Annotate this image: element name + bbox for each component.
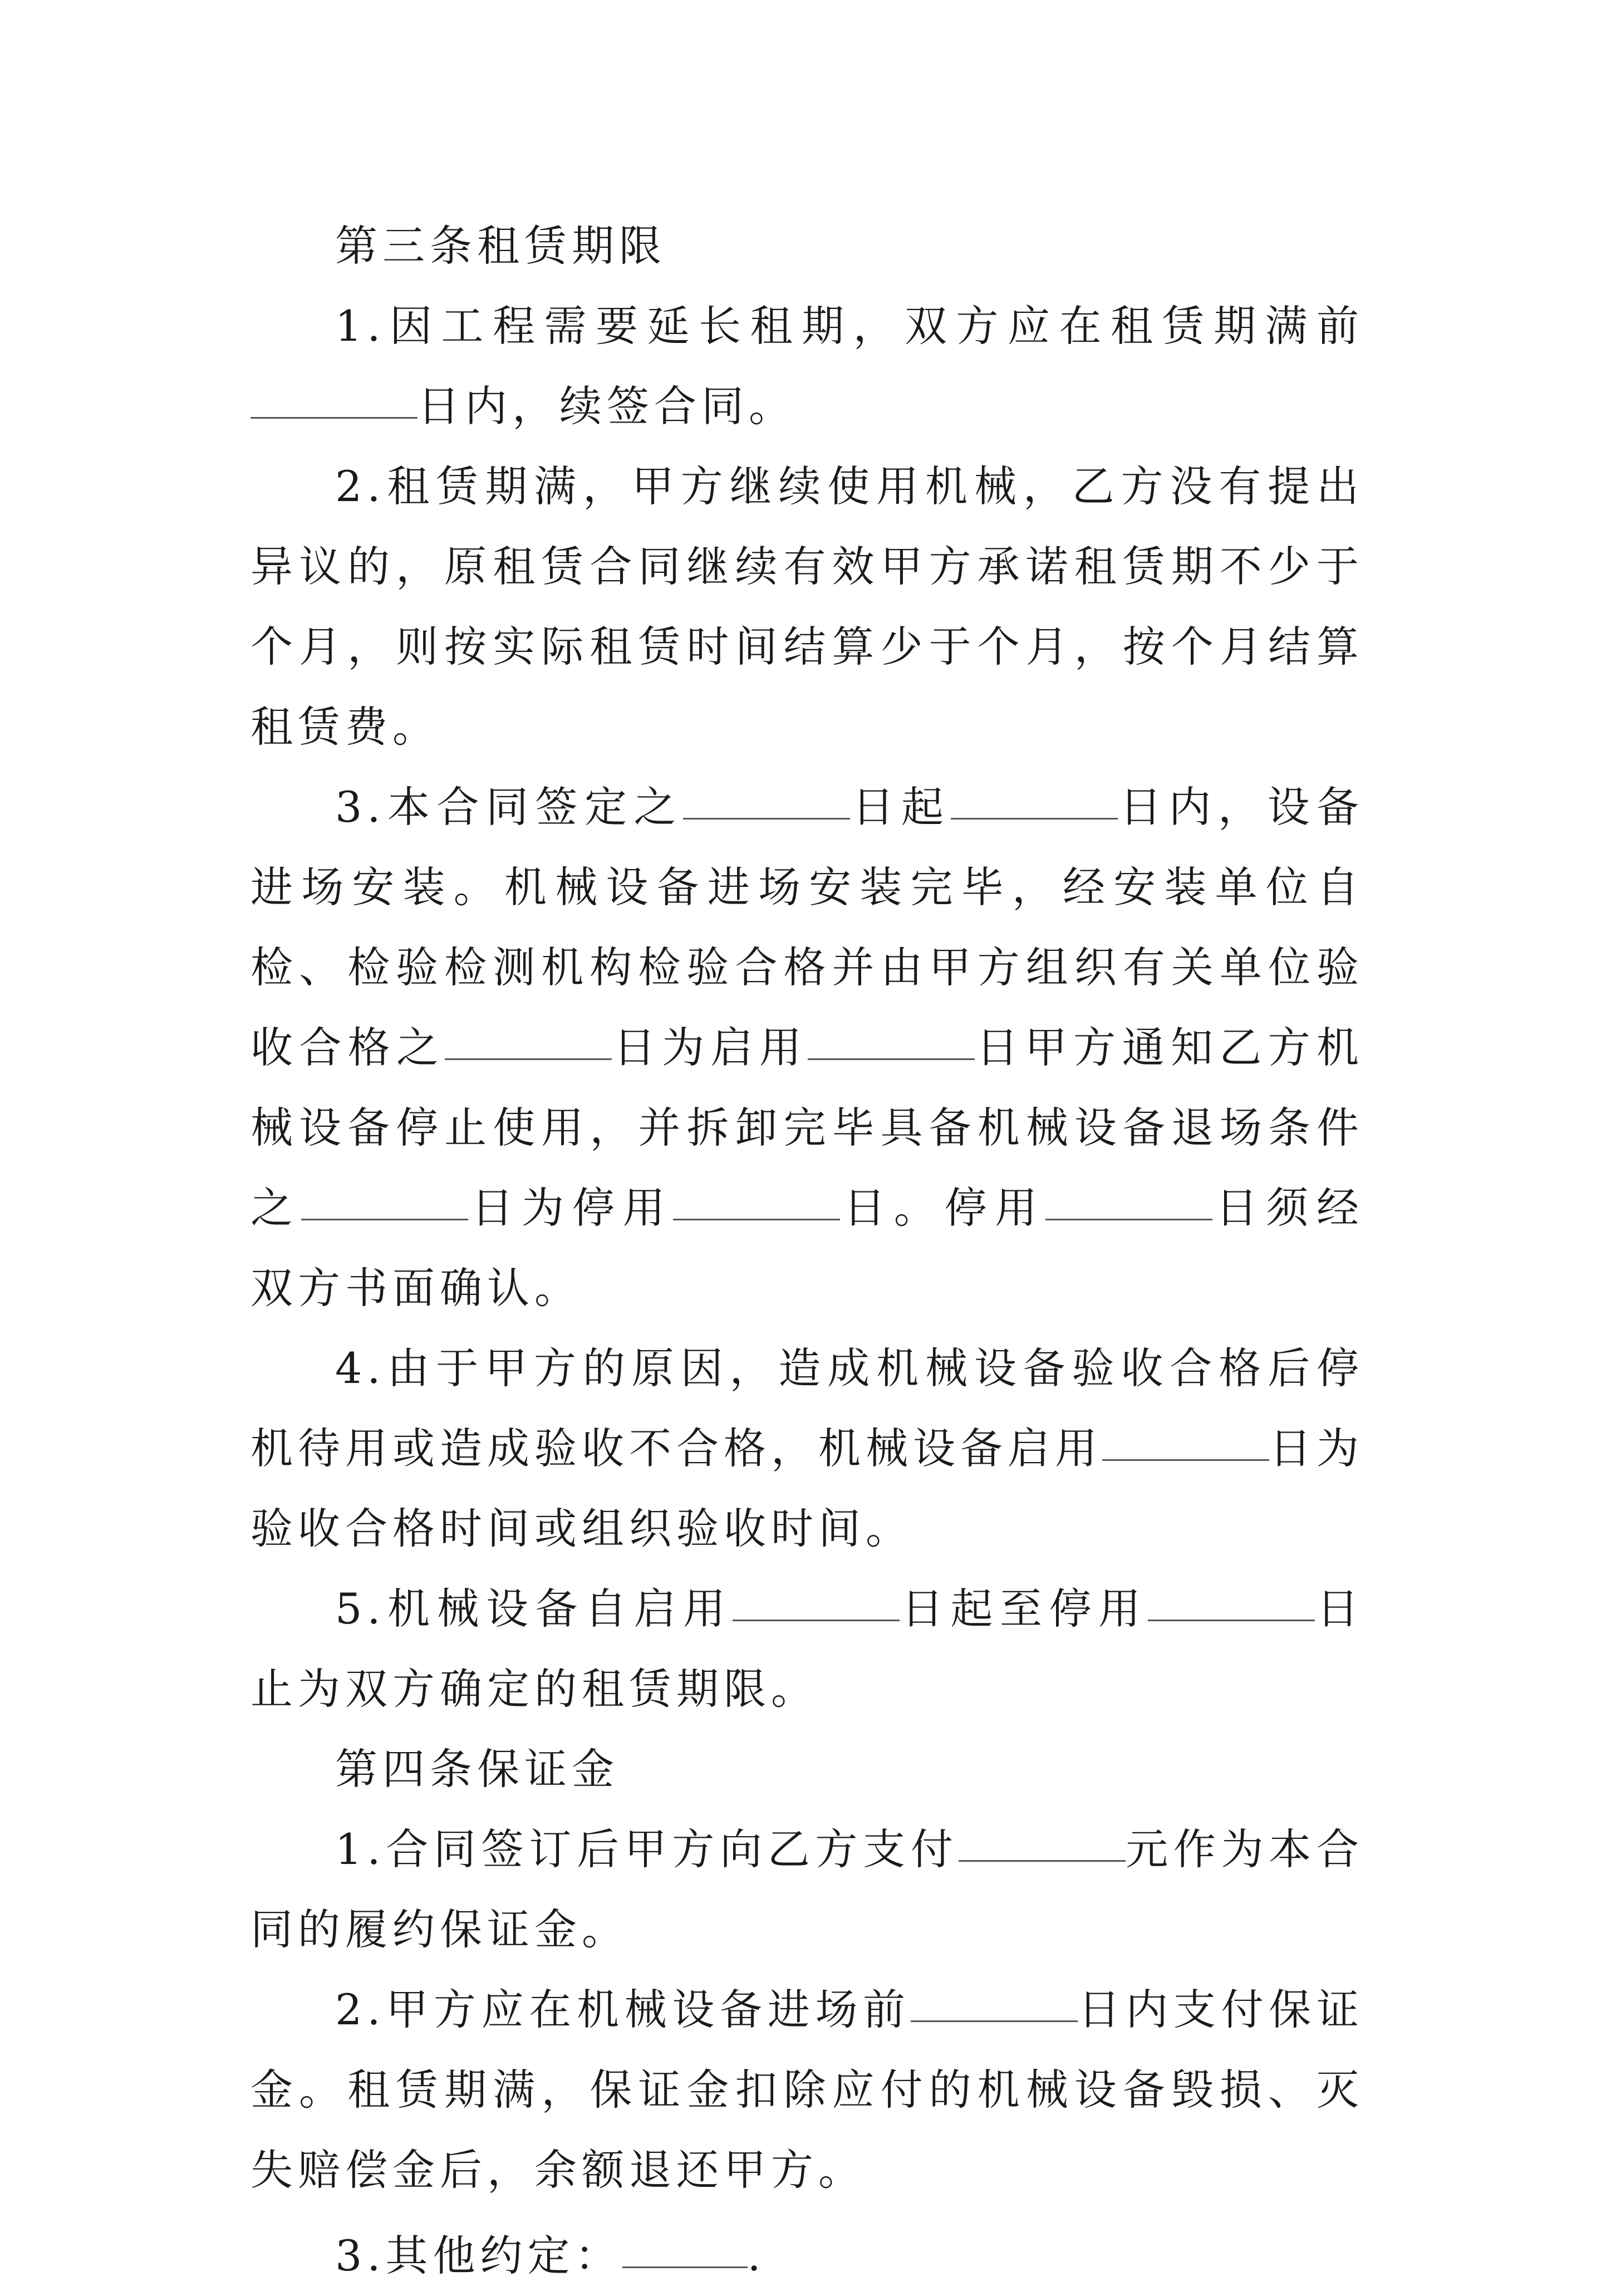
blank-field[interactable] [733,1619,900,1621]
clause-text: 日为启用 [612,1023,808,1072]
clause-4-1 [251,1809,1364,1970]
clause-text: 4.由于甲方的原因，造成机械设备验收合格后停机待用或造成验收不合格，机械设备启用 [251,1343,1364,1473]
clause-text: 日内支付保证金。租赁期满，保证金扣除应付的机械设备毁损、灭失赔偿金后，余额退还甲方。 [251,1985,1364,2195]
blank-field[interactable] [1045,1218,1212,1220]
clause-3-3 [251,767,1364,1328]
clause-text: 1.因工程需要延长租期，双方应在租赁期满前 [335,301,1364,351]
clause-4-3 [251,2216,1364,2296]
clause-3-5 [251,1569,1364,1729]
clause-4-2 [251,1970,1364,2210]
clause-text: 5.机械设备自启用 [335,1584,733,1633]
clause-text: 日止为双方确定的租赁期限。 [251,1584,1364,1714]
blank-field[interactable] [251,416,418,419]
clause-text: 日起至停用 [899,1584,1148,1633]
blank-field[interactable] [951,817,1118,820]
clause-text: 日内，续签合同。 [418,381,796,431]
document-body [251,206,1364,2296]
clause-3-4 [251,1328,1364,1569]
blank-field[interactable] [808,1058,975,1060]
clause-text: 日须经双方书面确认。 [251,1183,1364,1313]
clause-text: 3.本合同签定之 [335,782,684,832]
clause-3-1 [251,286,1364,447]
blank-field[interactable] [301,1218,468,1220]
clause-text: 3.其他约定： [335,2231,622,2280]
clause-text: 日甲方通知乙方机械设备停止使用，并拆卸完毕具备机械设备退场条件之 [251,1023,1364,1233]
section-heading-deposit: 第四条保证金 [335,1744,619,1794]
blank-field[interactable] [683,817,850,820]
blank-field[interactable] [1148,1619,1315,1621]
blank-field[interactable] [673,1218,840,1220]
clause-text: 日为停用 [468,1183,674,1233]
blank-field[interactable] [911,2020,1078,2022]
blank-field[interactable] [622,2266,748,2268]
clause-text: 2.甲方应在机械设备进场前 [335,1985,911,2034]
clause-text: 2.租赁期满，甲方继续使用机械，乙方没有提出异议的，原租赁合同继续有效甲方承诺租赁期不少于个月，则按实际租赁时间结算少于个月，按个月结算租赁费。 [251,462,1364,752]
clause-text: . [747,2231,766,2280]
clause-text: 日内，设备进场安装。机械设备进场安装完毕，经安装单位自检、检验检测机构检验合格并由甲方组织有关单位验收合格之 [251,782,1364,1072]
blank-field[interactable] [959,1860,1126,1862]
clause-text: 日为验收合格时间或组织验收时间。 [251,1424,1364,1553]
clause-text: 日起 [850,782,951,832]
blank-field[interactable] [445,1058,612,1060]
clause-text: 日。停用 [840,1183,1045,1233]
blank-field[interactable] [1102,1459,1269,1461]
clause-text: 元作为本合同的履约保证金。 [251,1824,1364,1954]
section-heading-rental-term: 第三条租赁期限 [335,221,666,271]
clause-3-2 [251,447,1364,767]
clause-text: 1.合同签订后甲方向乙方支付 [335,1824,959,1874]
